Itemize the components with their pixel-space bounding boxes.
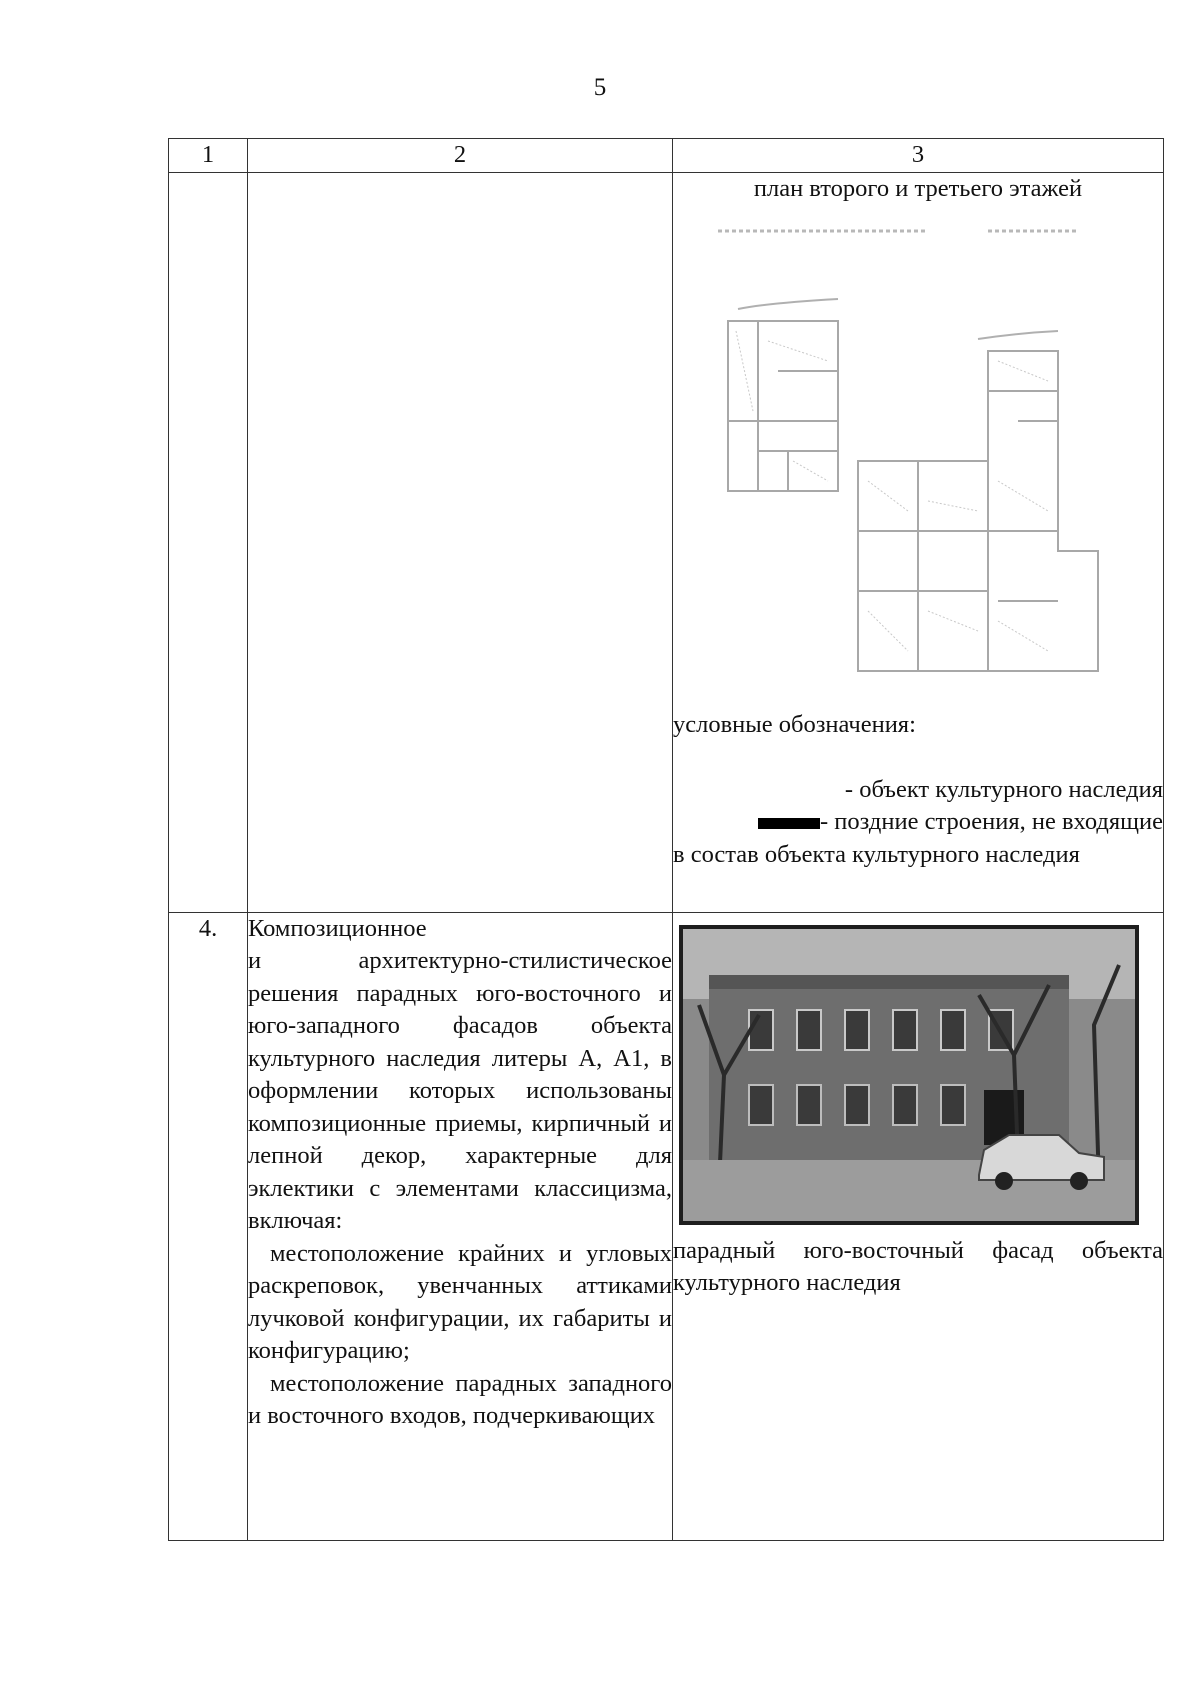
row-4-number: 4. (169, 912, 248, 1540)
header-col-3: 3 (673, 139, 1164, 173)
legend-later-buildings-line2: в состав объекта культурного наследия (673, 840, 1080, 868)
legend-title: условные обозначения: (673, 711, 916, 738)
photo-caption: парадный юго-восточный фасад объекта культурного наследия (673, 1236, 1163, 1296)
header-col-1: 1 (169, 139, 248, 173)
legend-later-buildings-line1: - поздние строения, не входящие (820, 808, 1163, 835)
row-4-description (248, 912, 673, 1540)
plan-caption: план второго и третьего этажей (753, 174, 1083, 202)
description-line-1: Композиционное (248, 914, 427, 942)
heritage-table (168, 138, 1164, 1541)
page-number: 5 (593, 74, 607, 101)
header-col-2: 2 (248, 139, 673, 173)
black-line-symbol (758, 818, 820, 829)
description-item-1: местоположение крайних и угловых раскреповок, увенчанных аттиками лучковой конфигурации, их габариты и конфигурацию; (248, 1239, 672, 1364)
legend-heritage: - объект культурного наследия (844, 775, 1163, 803)
facade-photo (679, 925, 1139, 1225)
row-4-photo-cell (673, 912, 1164, 1540)
table-row-4 (169, 912, 1164, 1540)
table-header-row (169, 139, 1164, 173)
row-continued-number (169, 172, 248, 912)
description-line-2: и архитектурно-стилистическое решения парадных юго-восточного и юго-западного фасадов объекта культурного наследия литеры А, А1, в оформлении которых использованы композиционные приемы, кирпичный и лепной декор, характерные для эклектики с элементами классицизма, включая: (248, 947, 672, 1234)
floor-plan-drawing (698, 211, 1138, 701)
row-continued-plan-cell (673, 172, 1164, 912)
row-continued-description (248, 172, 673, 912)
description-item-2: местоположение парадных западного и восточного входов, подчеркивающих (248, 1369, 672, 1429)
table-row-continued (169, 172, 1164, 912)
legend-later-buildings (673, 806, 1163, 839)
